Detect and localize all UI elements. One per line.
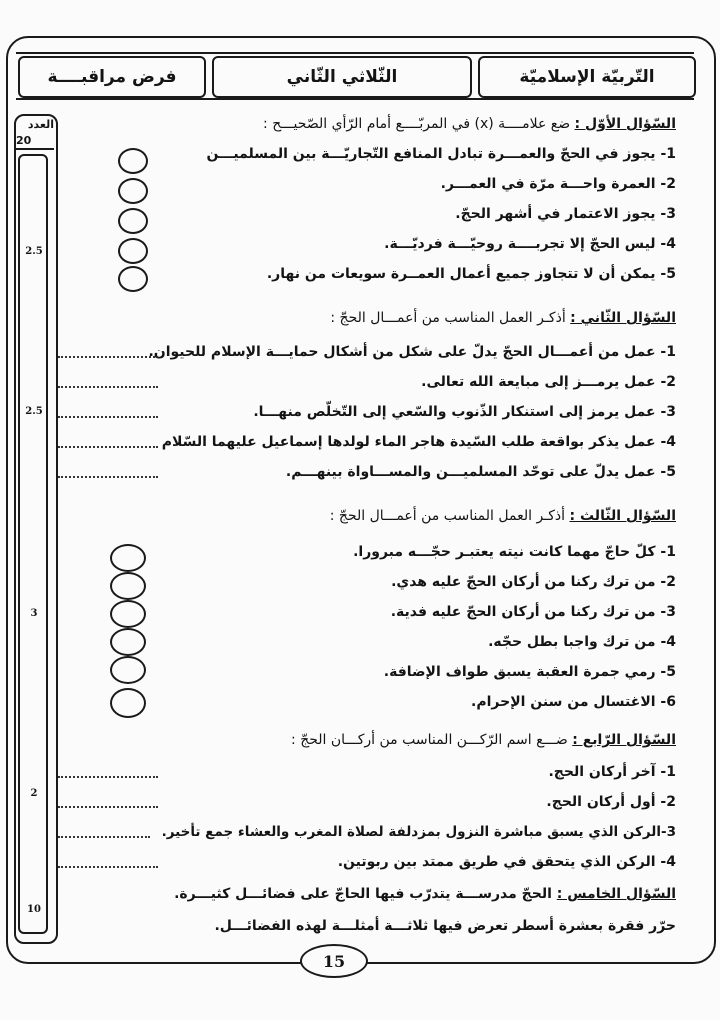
q3-item-6: 6- الاغتسال من سنن الإحرام. [471, 694, 676, 710]
exam-type-title: فرض مراقبــــة [47, 67, 177, 87]
q5-instruction: الحجّ مدرســـة يتدرّب فيها الحاجّ على فضائـــل كثيـــرة. [174, 886, 557, 902]
header-rule-top [16, 52, 694, 54]
q1-item-5: 5- يمكن أن لا تتجاوز جميع أعمال العمــرة سويعات من نهار. [266, 266, 676, 282]
q1-answer-box-2[interactable] [118, 178, 148, 204]
q2-answer-line-5[interactable] [58, 476, 158, 478]
q1-answer-box-5[interactable] [118, 266, 148, 292]
q3-answer-box-6[interactable] [110, 688, 146, 718]
q2-header [330, 310, 676, 326]
q1-mark: 2.5 [25, 246, 43, 257]
q2-item-1: 1- عمل من أعمـــال الحجّ يدلّ على شكل من أشكال حمايـــة الإسلام للحيوان. [148, 344, 676, 360]
q2-answer-line-2[interactable] [58, 386, 158, 388]
q3-answer-box-1[interactable] [110, 544, 146, 572]
q2-mark: 2.5 [25, 406, 43, 417]
q1-instruction: ضع علامــــة (x) في المربّــــع أمام الرّأي الصّحيـــح : [263, 116, 575, 132]
q4-answer-line-3[interactable] [58, 836, 150, 838]
q3-header [330, 508, 676, 524]
q2-title: السّؤال الثّاني : [570, 310, 676, 326]
q4-item-4: 4- الركن الذي يتحقق في طريق ممتد بين ربوتين. [337, 854, 676, 870]
q1-item-2: 2- العمرة واحـــة مرّة في العمـــر. [440, 176, 676, 192]
q2-answer-line-3[interactable] [58, 416, 158, 418]
q3-item-4: 4- من ترك واجبا بطل حجّه. [488, 634, 676, 650]
q2-item-2: 2- عمل يرمـــز إلى مبايعة الله تعالى. [421, 374, 676, 390]
term-title: الثّلاثي الثّاني [286, 67, 398, 87]
q4-answer-line-1[interactable] [58, 776, 158, 778]
q2-item-3: 3- عمل يرمز إلى استنكار الذّنوب والسّعي إلى التّخلّص منهـــا. [253, 404, 676, 420]
page-number: 15 [322, 951, 346, 971]
q1-header [263, 116, 676, 132]
q3-item-3: 3- من ترك ركنا من أركان الحجّ عليه فدية. [390, 604, 676, 620]
q1-answer-box-1[interactable] [118, 148, 148, 174]
q1-answer-box-4[interactable] [118, 238, 148, 264]
q4-header [291, 732, 676, 748]
q3-answer-box-3[interactable] [110, 600, 146, 628]
score-label: العدد [27, 118, 54, 131]
q4-answer-line-4[interactable] [58, 866, 158, 868]
q3-item-5: 5- رمي جمرة العقبة يسبق طواف الإضافة. [383, 664, 676, 680]
q3-item-2: 2- من ترك ركنا من أركان الحجّ عليه هدي. [391, 574, 676, 590]
q2-answer-line-1[interactable] [58, 356, 158, 358]
q1-item-1: 1- يجوز في الحجّ والعمـــرة تبادل المنافع التّجاريّـــة بين المسلميـــن [206, 146, 676, 162]
q1-item-4: 4- ليس الحجّ إلا تجربــــة روحيّـــة فرديّـــة. [384, 236, 676, 252]
q5-header [174, 886, 676, 902]
term-box [212, 56, 472, 98]
q4-instruction: ضـــع اسم الرّكـــن المناسب من أركـــان الحجّ : [291, 732, 573, 748]
q3-answer-box-4[interactable] [110, 628, 146, 656]
q3-title: السّؤال الثّالث : [569, 508, 676, 524]
q3-answer-box-5[interactable] [110, 656, 146, 684]
q4-title: السّؤال الرّابع : [572, 732, 676, 748]
q1-answer-box-3[interactable] [118, 208, 148, 234]
q2-item-5: 5- عمل يدلّ على توحّد المسلميـــن والمســـاواة بينهـــم. [285, 464, 676, 480]
q2-item-4: 4- عمل يذكر بواقعة طلب السّيدة هاجر الماء لولدها إسماعيل عليهما السّلام [161, 434, 676, 450]
q1-item-3: 3- يجوز الاعتمار في أشهر الحجّ. [455, 206, 676, 222]
q3-mark: 3 [30, 608, 38, 619]
q2-answer-line-4[interactable] [58, 446, 158, 448]
q3-item-1: 1- كلّ حاجّ مهما كانت نيته يعتبـر حجّـــه مبرورا. [353, 544, 676, 560]
subject-box [478, 56, 696, 98]
page-number-badge [300, 944, 368, 978]
q5-task: حرّر فقرة بعشرة أسطر تعرض فيها ثلاثـــة أمثلـــة لهذه الفضائـــل. [214, 918, 676, 934]
score-inner-box [18, 154, 48, 934]
q3-answer-box-2[interactable] [110, 572, 146, 600]
q5-mark: 10 [27, 904, 41, 915]
q3-instruction: أذكـر العمل المناسب من أعمـــال الحجّ : [329, 508, 570, 524]
subject-title: التّربيّة الإسلاميّة [519, 67, 655, 87]
q2-instruction: أذكـر العمل المناسب من أعمـــال الحجّ : [330, 310, 571, 326]
q5-title: السّؤال الخامس : [556, 886, 676, 902]
exam-type-box [18, 56, 206, 98]
q4-answer-line-2[interactable] [58, 806, 158, 808]
q4-mark: 2 [30, 788, 38, 799]
score-total: 20 [16, 134, 32, 147]
q4-item-3: 3-الركن الذي يسبق مباشرة النزول بمزدلفة لصلاة المغرب والعشاء جمع تأخير. [161, 824, 676, 840]
q1-title: السّؤال الأوّل : [574, 116, 676, 132]
q4-item-1: 1- آخر أركان الحج. [548, 764, 676, 780]
q4-item-2: 2- أول أركان الحج. [546, 794, 676, 810]
header-rule-bottom [16, 98, 694, 100]
